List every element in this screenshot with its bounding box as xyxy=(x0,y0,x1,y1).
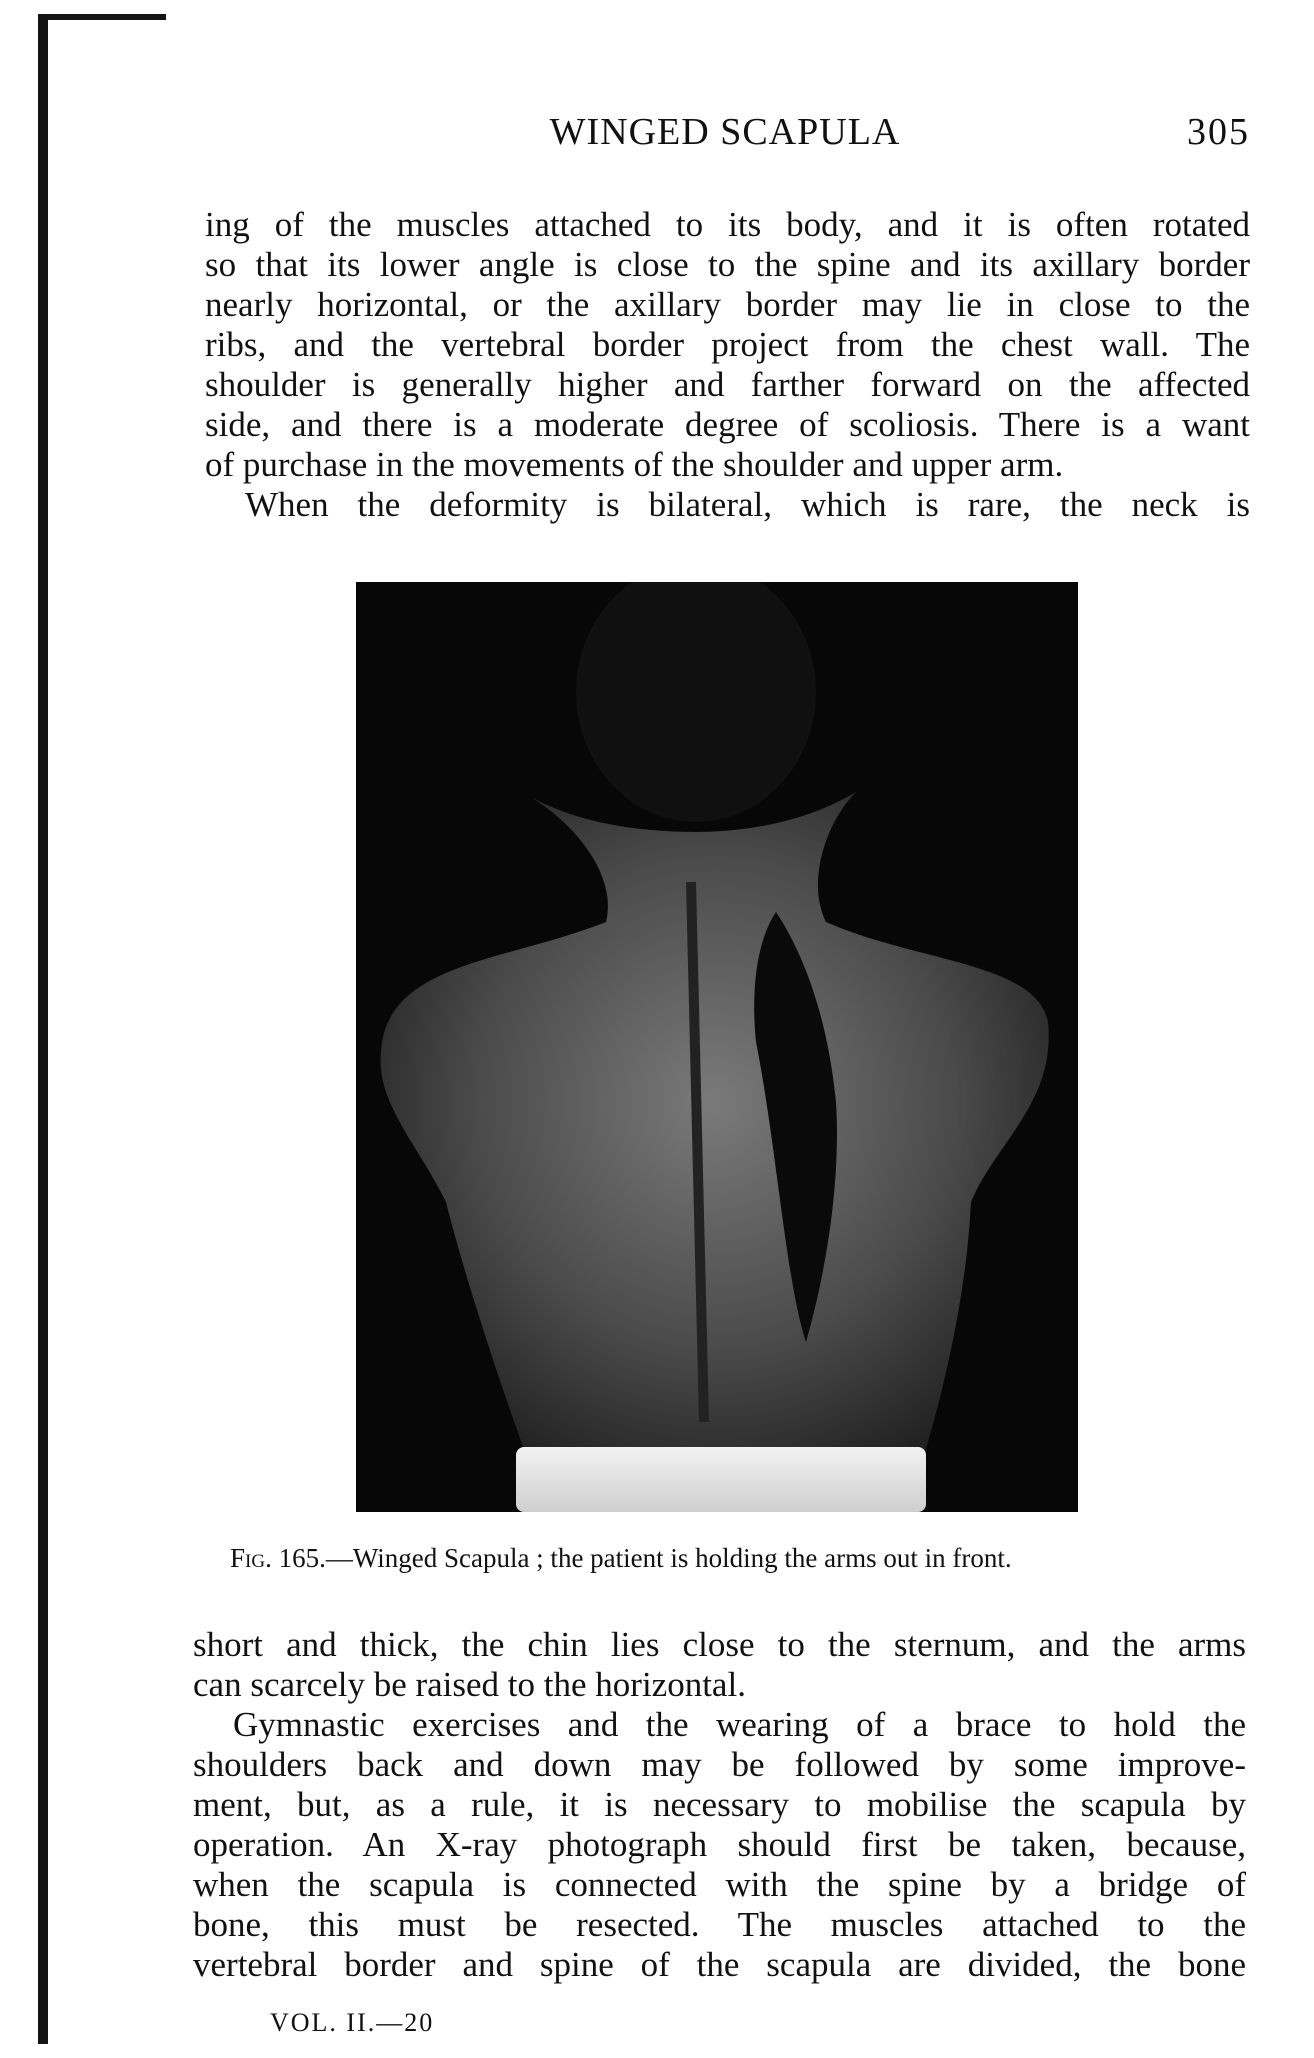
page-edge-bar xyxy=(38,14,48,2044)
page-number: 305 xyxy=(1187,111,1250,153)
page-edge-top xyxy=(38,14,166,20)
running-title: WINGED SCAPULA xyxy=(549,111,901,153)
text-line: ment, but, as a rule, it is necessary to mobilise the scapula by xyxy=(193,1785,1246,1824)
signature-mark: VOL. II.—20 xyxy=(270,2008,435,2037)
text-line: operation. An X-ray photograph should first be taken, because, xyxy=(193,1825,1246,1864)
text-line: when the scapula is connected with the spine by a bridge of xyxy=(193,1865,1246,1904)
text-line: short and thick, the chin lies close to the sternum, and the arms xyxy=(193,1625,1246,1664)
text-line: ribs, and the vertebral border project from the chest wall. The xyxy=(205,325,1250,364)
text-line: Gymnastic exercises and the wearing of a brace to hold the xyxy=(233,1705,1246,1744)
text-line: nearly horizontal, or the axillary border may lie in close to the xyxy=(205,285,1250,324)
text-line: side, and there is a moderate degree of scoliosis. There is a want xyxy=(205,405,1250,444)
figure-photograph xyxy=(356,582,1078,1512)
body-text-top xyxy=(205,205,1250,525)
back-photo-svg xyxy=(356,582,1078,1512)
running-head xyxy=(200,110,1250,160)
figure-caption-text: —Winged Scapula ; the patient is holding the arms out in front. xyxy=(325,1543,1012,1573)
figure-caption xyxy=(230,1543,1215,1574)
text-line: shoulder is generally higher and farther forward on the affected xyxy=(205,365,1250,404)
body-text-bottom xyxy=(193,1625,1246,1985)
text-line: shoulders back and down may be followed by some improve- xyxy=(193,1745,1246,1784)
text-line: bone, this must be resected. The muscles attached to the xyxy=(193,1905,1246,1944)
waist-cloth xyxy=(516,1447,926,1512)
figure-label: Fig. 165. xyxy=(230,1543,326,1573)
text-line: so that its lower angle is close to the spine and its axillary border xyxy=(205,245,1250,284)
text-line: vertebral border and spine of the scapula are divided, the bone xyxy=(193,1945,1246,1984)
text-line: When the deformity is bilateral, which is rare, the neck is xyxy=(245,485,1250,524)
text-line: can scarcely be raised to the horizontal. xyxy=(193,1665,746,1704)
text-line: ing of the muscles attached to its body, and it is often rotated xyxy=(205,205,1250,244)
text-line: of purchase in the movements of the shoulder and upper arm. xyxy=(205,445,1064,484)
